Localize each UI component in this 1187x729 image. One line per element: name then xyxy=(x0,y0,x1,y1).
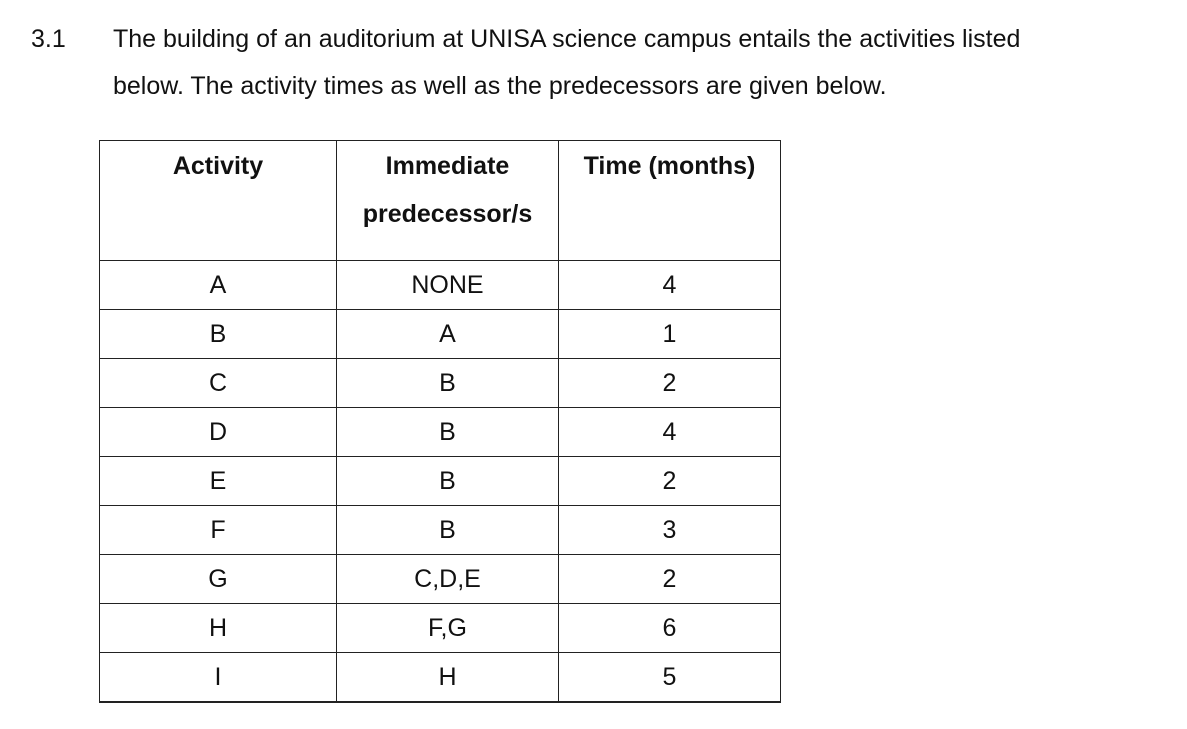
cell-activity: I xyxy=(100,653,337,703)
cell-predecessor: B xyxy=(337,457,559,506)
table-row xyxy=(100,653,781,703)
table-row xyxy=(100,506,781,555)
cell-time: 4 xyxy=(559,408,781,457)
table-row xyxy=(100,408,781,457)
question-text-line-1: The building of an auditorium at UNISA science campus entails the activities listed xyxy=(113,25,1021,53)
header-predecessor-line-1: Immediate xyxy=(385,152,510,180)
cell-time: 6 xyxy=(559,604,781,653)
table-row xyxy=(100,457,781,506)
cell-activity: F xyxy=(100,506,337,555)
table-row xyxy=(100,604,781,653)
cell-time: 4 xyxy=(559,261,781,310)
cell-predecessor: A xyxy=(337,310,559,359)
header-predecessor-line-2: predecessor/s xyxy=(362,200,533,228)
cell-predecessor: NONE xyxy=(337,261,559,310)
table-row xyxy=(100,310,781,359)
cell-activity: G xyxy=(100,555,337,604)
header-activity-label: Activity xyxy=(172,152,264,180)
cell-time: 5 xyxy=(559,653,781,703)
question-number: 3.1 xyxy=(31,25,66,53)
cell-time: 2 xyxy=(559,359,781,408)
cell-predecessor: H xyxy=(337,653,559,703)
table-row xyxy=(100,359,781,408)
table-header-row xyxy=(100,141,781,261)
cell-predecessor: B xyxy=(337,359,559,408)
cell-activity: D xyxy=(100,408,337,457)
cell-predecessor: C,D,E xyxy=(337,555,559,604)
question-text-line-2: below. The activity times as well as the predecessors are given below. xyxy=(113,72,887,100)
header-time-label: Time (months) xyxy=(583,152,756,180)
table-row xyxy=(100,555,781,604)
cell-predecessor: F,G xyxy=(337,604,559,653)
cell-activity: E xyxy=(100,457,337,506)
activity-table xyxy=(99,140,781,703)
header-predecessor xyxy=(337,141,559,261)
header-activity xyxy=(100,141,337,261)
cell-activity: H xyxy=(100,604,337,653)
header-time xyxy=(559,141,781,261)
cell-time: 1 xyxy=(559,310,781,359)
cell-activity: C xyxy=(100,359,337,408)
cell-time: 2 xyxy=(559,555,781,604)
cell-activity: A xyxy=(100,261,337,310)
cell-predecessor: B xyxy=(337,506,559,555)
cell-time: 3 xyxy=(559,506,781,555)
table-row xyxy=(100,261,781,310)
cell-predecessor: B xyxy=(337,408,559,457)
cell-time: 2 xyxy=(559,457,781,506)
cell-activity: B xyxy=(100,310,337,359)
